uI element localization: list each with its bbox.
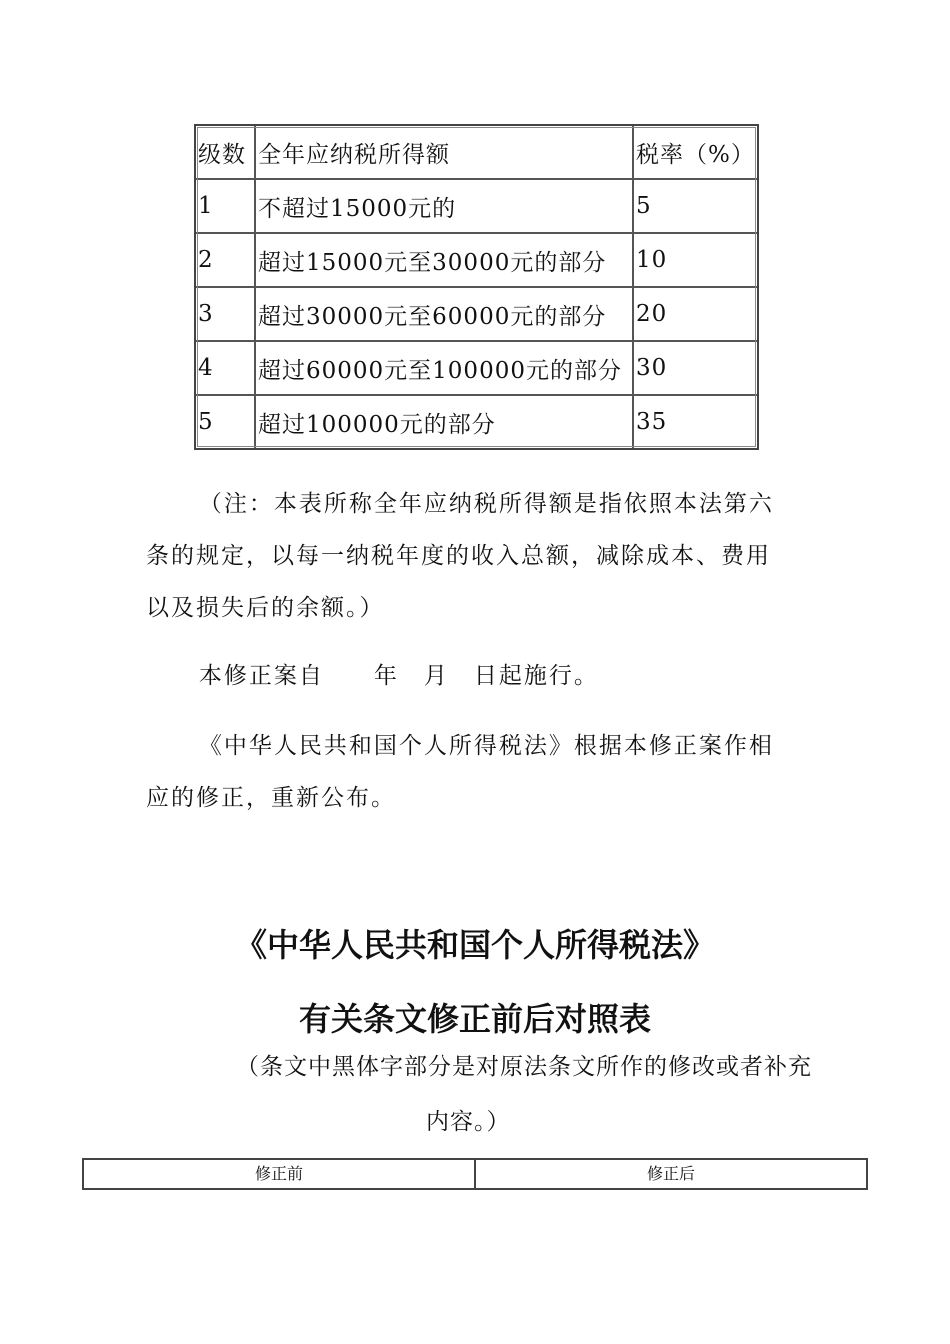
republish-paragraph: 《中华人民共和国个人所得税法》根据本修正案作相应的修正，重新公布。	[146, 733, 774, 811]
cell-income: 超过15000元至30000元的部分	[256, 234, 634, 288]
table-row	[196, 234, 757, 288]
cell-income: 不超过15000元的	[256, 180, 634, 234]
header-before-amendment: 修正前	[84, 1160, 476, 1188]
subtitle-note-line1: （条文中黑体字部分是对原法条文所作的修改或者补充	[236, 1054, 812, 1080]
effective-date-paragraph: 本修正案自 年 月 日起施行。	[198, 663, 599, 689]
cell-rate: 20	[634, 288, 757, 342]
table-row	[196, 396, 757, 448]
table-row	[196, 342, 757, 396]
cell-level: 3	[196, 288, 256, 342]
cell-rate: 35	[636, 409, 668, 435]
header-level: 级数	[196, 126, 256, 180]
document-title: 《中华人民共和国个人所得税法》	[234, 926, 715, 964]
header-after-amendment: 修正后	[646, 1164, 695, 1183]
table-header-row	[196, 126, 757, 180]
document-subtitle: 有关条文修正前后对照表	[298, 1000, 651, 1038]
subtitle-note	[236, 1040, 816, 1150]
header-rate: 税率（%）	[634, 126, 757, 180]
cell-level: 4	[196, 342, 256, 396]
cell-income: 超过30000元至60000元的部分	[256, 288, 634, 342]
cell-rate: 30	[634, 342, 757, 396]
cell-rate: 5	[634, 180, 757, 234]
table-row	[196, 180, 757, 234]
comparison-table-header	[82, 1158, 868, 1190]
table-row	[196, 288, 757, 342]
cell-level: 5	[196, 396, 256, 448]
tax-rate-table	[194, 124, 759, 450]
subtitle-note-line2: 内容。）	[426, 1109, 511, 1135]
table-note: （注：本表所称全年应纳税所得额是指依照本法第六条的规定，以每一纳税年度的收入总额，减除成本、费用以及损失后的余额。）	[146, 491, 774, 621]
cell-level: 2	[196, 234, 256, 288]
cell-income: 超过100000元的部分	[256, 396, 634, 448]
cell-income: 超过60000元至100000元的部分	[256, 342, 634, 396]
header-income: 全年应纳税所得额	[256, 126, 634, 180]
cell-rate: 10	[634, 234, 757, 288]
cell-level: 1	[196, 180, 256, 234]
